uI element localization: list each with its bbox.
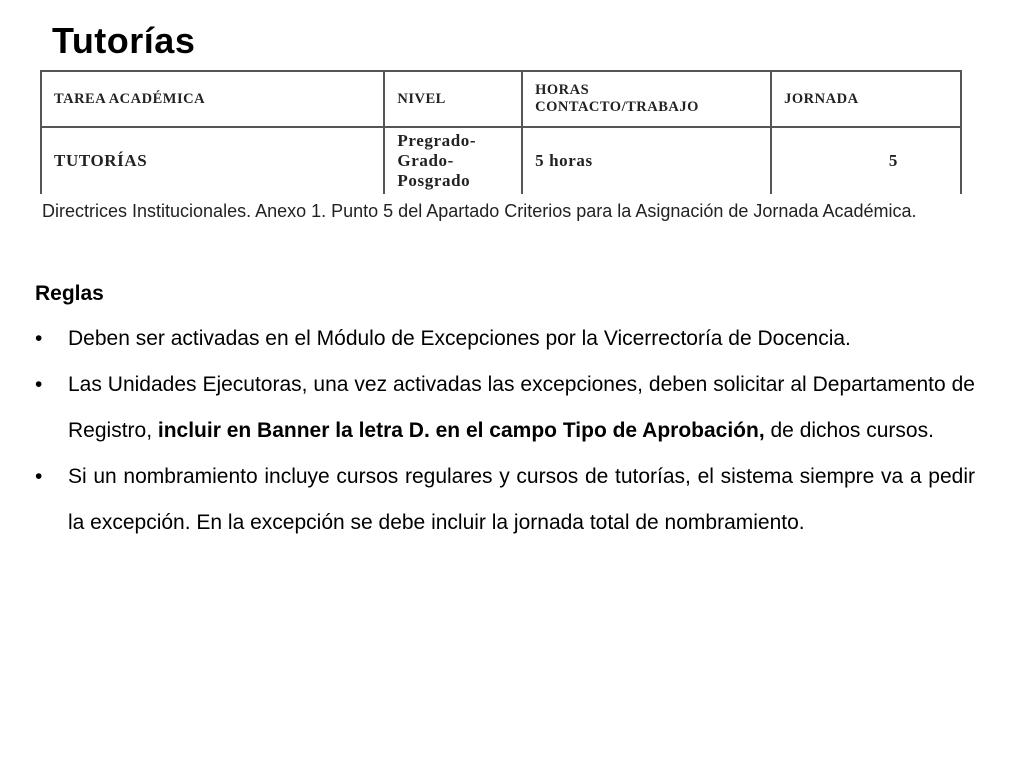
rule-text-emphasis: incluir en Banner la letra D. en el campo Tipo de Aprobación,: [157, 419, 765, 442]
cell-tarea: TUTORÍAS: [41, 127, 384, 194]
cell-nivel: Pregrado- Grado- Posgrado: [384, 127, 522, 194]
rule-text: Las Unidades Ejecutoras, una vez activadas las excepciones, deben solicitar al Departamento de Registro,: [68, 373, 975, 442]
rule-item-activation: [35, 316, 975, 362]
header-jornada: JORNADA: [771, 71, 961, 127]
header-nivel: NIVEL: [384, 71, 522, 127]
tutorias-table: [40, 70, 962, 194]
header-horas-line2: CONTACTO/TRABAJO: [535, 99, 699, 115]
cell-horas: 5 horas: [522, 127, 771, 194]
rule-text: Deben ser activadas en el Módulo de Excepciones por la Vicerrectoría de Docencia.: [68, 327, 851, 350]
tutorias-table-image: [40, 70, 962, 194]
header-horas: [522, 71, 771, 127]
rules-heading: Reglas: [35, 282, 104, 305]
rule-text: Si un nombramiento incluye cursos regulares y cursos de tutorías, el sistema siempre va a pedir la excepción. En la excepción se debe incluir la jornada total de nombramiento.: [68, 465, 975, 534]
rules-list: [35, 316, 975, 546]
header-tarea: TAREA ACADÉMICA: [41, 71, 384, 127]
bullet-icon: •: [35, 373, 43, 396]
table-row: [41, 127, 961, 194]
bullet-icon: •: [35, 465, 43, 488]
table-header-row: [41, 71, 961, 127]
page-title: Tutorías: [52, 20, 196, 61]
rule-item-registro: [35, 362, 975, 454]
bullet-icon: •: [35, 327, 43, 350]
header-horas-line1: HORAS: [535, 82, 590, 98]
table-caption: Directrices Institucionales. Anexo 1. Punto 5 del Apartado Criterios para la Asignación de Jornada Académica.: [42, 201, 917, 221]
rule-item-excepcion: [35, 454, 975, 546]
rule-text-end: de dichos cursos.: [764, 419, 934, 442]
cell-jornada: 5: [771, 127, 961, 194]
